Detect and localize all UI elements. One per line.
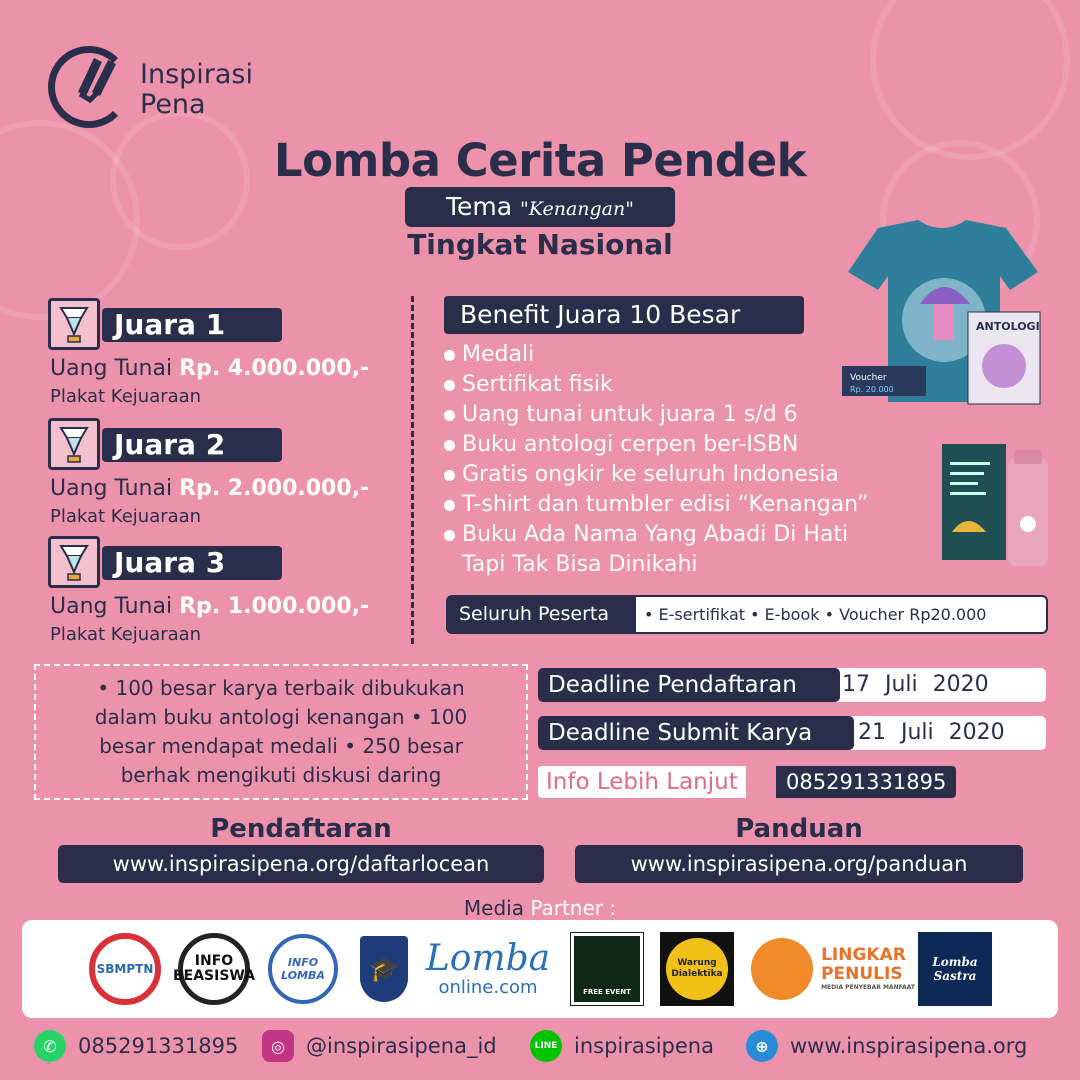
benefit-list	[444, 340, 868, 580]
list-item: Sertifikat fisik	[444, 370, 868, 400]
winner-label: Juara 1	[102, 308, 282, 342]
column-divider	[411, 296, 414, 644]
partner-logo-info-lomba: INFO LOMBA	[266, 932, 340, 1006]
all-participants-label: Seluruh Peserta	[448, 597, 636, 632]
notes-text: • 100 besar karya terbaik dibukukan dalam buku antologi kenangan • 100 besar mendapat medali • 250 besar berhak mengikuti diskusi daring	[94, 676, 468, 787]
guide-heading: Panduan	[735, 814, 863, 844]
brand-name	[140, 60, 253, 120]
media-partner-heading: Media Partner :	[463, 896, 617, 920]
winner-label: Juara 3	[102, 546, 282, 580]
winner-plaque: Plakat Kejuaraan	[50, 624, 202, 645]
instagram-icon: ◎	[262, 1030, 294, 1062]
all-participants-bar	[446, 595, 1048, 634]
list-item: Uang tunai untuk juara 1 s/d 6	[444, 400, 868, 430]
info-phone[interactable]: 085291331895	[776, 766, 956, 798]
brand-line2: Pena	[140, 89, 206, 120]
partner-logo-sbmptn: SBMPTN	[88, 932, 162, 1006]
pen-nib-icon	[70, 52, 122, 104]
globe-icon: ⊕	[746, 1030, 778, 1062]
footer-instagram-text: @inspirasipena_id	[306, 1034, 497, 1058]
all-participants-items: • E-sertifikat • E-book • Voucher Rp20.000	[644, 605, 987, 624]
partner-logo-free-event: FREE EVENT	[570, 932, 644, 1006]
winner-cash: Uang Tunai Rp. 1.000.000,-	[50, 594, 370, 619]
winner-3	[48, 536, 408, 646]
guide-link[interactable]: www.inspirasipena.org/panduan	[575, 845, 1023, 883]
registration-link[interactable]: www.inspirasipena.org/daftarlocean	[58, 845, 544, 883]
lingkar-penulis-icon	[751, 938, 813, 1000]
list-item: Tapi Tak Bisa Dinikahi	[462, 552, 698, 577]
partner-logo-warung-dialektika: Warung Dialektika	[660, 932, 734, 1006]
page-title: Lomba Cerita Pendek	[273, 134, 807, 187]
partner-logo-lomba-online: Lomba online.com	[425, 937, 551, 998]
footer-website-text: www.inspirasipena.org	[790, 1034, 1028, 1058]
deadline-label: Deadline Submit Karya	[538, 716, 854, 750]
footer-whatsapp[interactable]	[34, 1030, 238, 1062]
footer-website[interactable]	[746, 1030, 1027, 1062]
notes-box	[34, 664, 528, 800]
voucher-label: Voucher	[850, 373, 887, 383]
winner-cash: Uang Tunai Rp. 4.000.000,-	[50, 356, 370, 381]
info-label: Info Lebih Lanjut	[538, 766, 746, 798]
partner-logo-lingkar-penulis: LINGKAR PENULIS MEDIA PENYEBAR MANFAAT	[748, 932, 918, 1006]
deadline-date: 21 Juli 2020	[844, 716, 1046, 750]
footer-whatsapp-text: 085291331895	[78, 1034, 239, 1058]
theme-prefix: Tema	[446, 192, 513, 221]
deadline-label: Deadline Pendaftaran	[538, 668, 840, 702]
partner-logo-info-beasiswa: INFO BEASISWA	[176, 932, 252, 1006]
footer-line[interactable]	[530, 1030, 714, 1062]
graduation-cap-icon: 🎓	[360, 936, 408, 1002]
theme-badge	[405, 187, 675, 227]
partner-logo-graduation	[358, 932, 410, 1006]
trophy-icon	[48, 298, 100, 350]
footer-instagram[interactable]	[262, 1030, 497, 1062]
list-item: Buku antologi cerpen ber-ISBN	[444, 430, 868, 460]
whatsapp-icon: ✆	[34, 1030, 66, 1062]
voucher-value: Rp. 20.000	[850, 385, 894, 394]
deadline-date: 17 Juli 2020	[828, 668, 1046, 702]
deadline-submission	[538, 716, 1046, 750]
trophy-icon	[48, 536, 100, 588]
winner-cash: Uang Tunai Rp. 2.000.000,-	[50, 476, 370, 501]
brand-line1: Inspirasi	[140, 59, 253, 90]
registration-heading: Pendaftaran	[210, 814, 392, 844]
winner-2	[48, 418, 408, 528]
winner-plaque: Plakat Kejuaraan	[50, 506, 202, 527]
trophy-icon	[48, 418, 100, 470]
merch-tshirt-image	[838, 216, 1048, 416]
winner-plaque: Plakat Kejuaraan	[50, 386, 202, 407]
list-item: Buku Ada Nama Yang Abadi Di Hati	[444, 520, 868, 550]
deadline-registration	[538, 668, 1046, 702]
book-title: ANTOLOGI	[976, 320, 1040, 333]
benefit-heading: Benefit Juara 10 Besar	[444, 296, 804, 334]
list-item: Gratis ongkir ke seluruh Indonesia	[444, 460, 868, 490]
winner-1	[48, 298, 408, 408]
line-icon: LINE	[530, 1030, 562, 1062]
partner-logo-lomba-sastra: Lomba Sastra	[918, 932, 992, 1006]
merch-book-tumbler-image	[938, 440, 1058, 570]
competition-level: Tingkat Nasional	[407, 228, 673, 261]
partner-logos	[22, 920, 1058, 1018]
list-item: Medali	[444, 340, 868, 370]
winner-label: Juara 2	[102, 428, 282, 462]
brand-logo	[48, 46, 288, 136]
list-item: T-shirt dan tumbler edisi “Kenangan”	[444, 490, 868, 520]
theme-name: "Kenangan"	[520, 198, 634, 220]
footer-line-text: inspirasipena	[574, 1034, 714, 1058]
